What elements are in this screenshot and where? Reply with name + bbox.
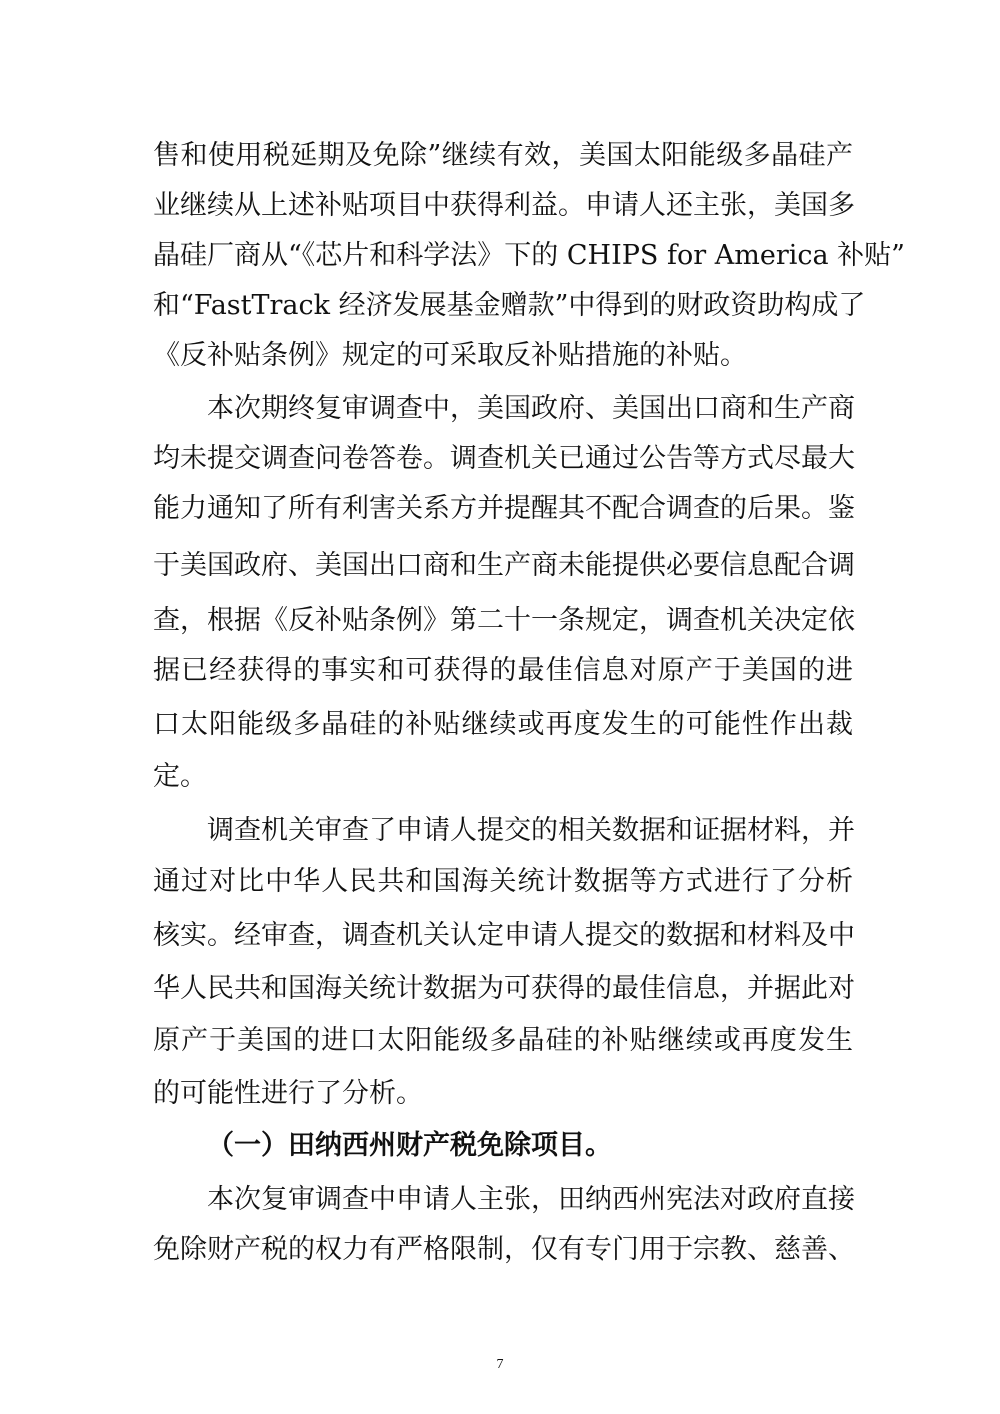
text-line: 免除财产税的权力有严格限制，仅有专门用于宗教、慈善、 bbox=[153, 1234, 855, 1265]
paragraph-first-line: 调查机关审查了申请人提交的相关数据和证据材料，并 bbox=[207, 815, 855, 846]
text-line: 和“FastTrack 经济发展基金赠款”中得到的财政资助构成了 bbox=[153, 290, 866, 321]
text-line: 华人民共和国海关统计数据为可获得的最佳信息，并据此对 bbox=[153, 973, 855, 1004]
text-line: 定。 bbox=[153, 761, 207, 792]
text-line: 售和使用税延期及免除”继续有效，美国太阳能级多晶硅产 bbox=[153, 140, 853, 171]
text-line: 通过对比中华人民共和国海关统计数据等方式进行了分析 bbox=[153, 866, 853, 897]
text-line: 《反补贴条例》规定的可采取反补贴措施的补贴。 bbox=[153, 340, 747, 371]
paragraph-first-line: 本次复审调查中申请人主张，田纳西州宪法对政府直接 bbox=[207, 1184, 855, 1215]
text-line: 均未提交调查问卷答卷。调查机关已通过公告等方式尽最大 bbox=[153, 443, 855, 474]
text-line: 核实。经审查，调查机关认定申请人提交的数据和材料及中 bbox=[153, 920, 855, 951]
text-line: 查，根据《反补贴条例》第二十一条规定，调查机关决定依 bbox=[153, 605, 855, 636]
text-line: 原产于美国的进口太阳能级多晶硅的补贴继续或再度发生 bbox=[153, 1025, 853, 1056]
text-line: 晶硅厂商从“《芯片和科学法》下的 CHIPS for America 补贴” bbox=[153, 240, 905, 271]
text-line: 据已经获得的事实和可获得的最佳信息对原产于美国的进 bbox=[153, 655, 853, 686]
text-line: 于美国政府、美国出口商和生产商未能提供必要信息配合调 bbox=[153, 550, 855, 581]
text-line: 口太阳能级多晶硅的补贴继续或再度发生的可能性作出裁 bbox=[153, 709, 853, 740]
text-line: 的可能性进行了分析。 bbox=[153, 1078, 423, 1109]
paragraph-first-line: 本次期终复审调查中，美国政府、美国出口商和生产商 bbox=[207, 393, 855, 424]
page-number: 7 bbox=[496, 1357, 504, 1372]
text-line: 业继续从上述补贴项目中获得利益。申请人还主张，美国多 bbox=[153, 190, 855, 221]
section-heading: （一）田纳西州财产税免除项目。 bbox=[207, 1130, 612, 1161]
text-line: 能力通知了所有利害关系方并提醒其不配合调查的后果。鉴 bbox=[153, 493, 855, 524]
